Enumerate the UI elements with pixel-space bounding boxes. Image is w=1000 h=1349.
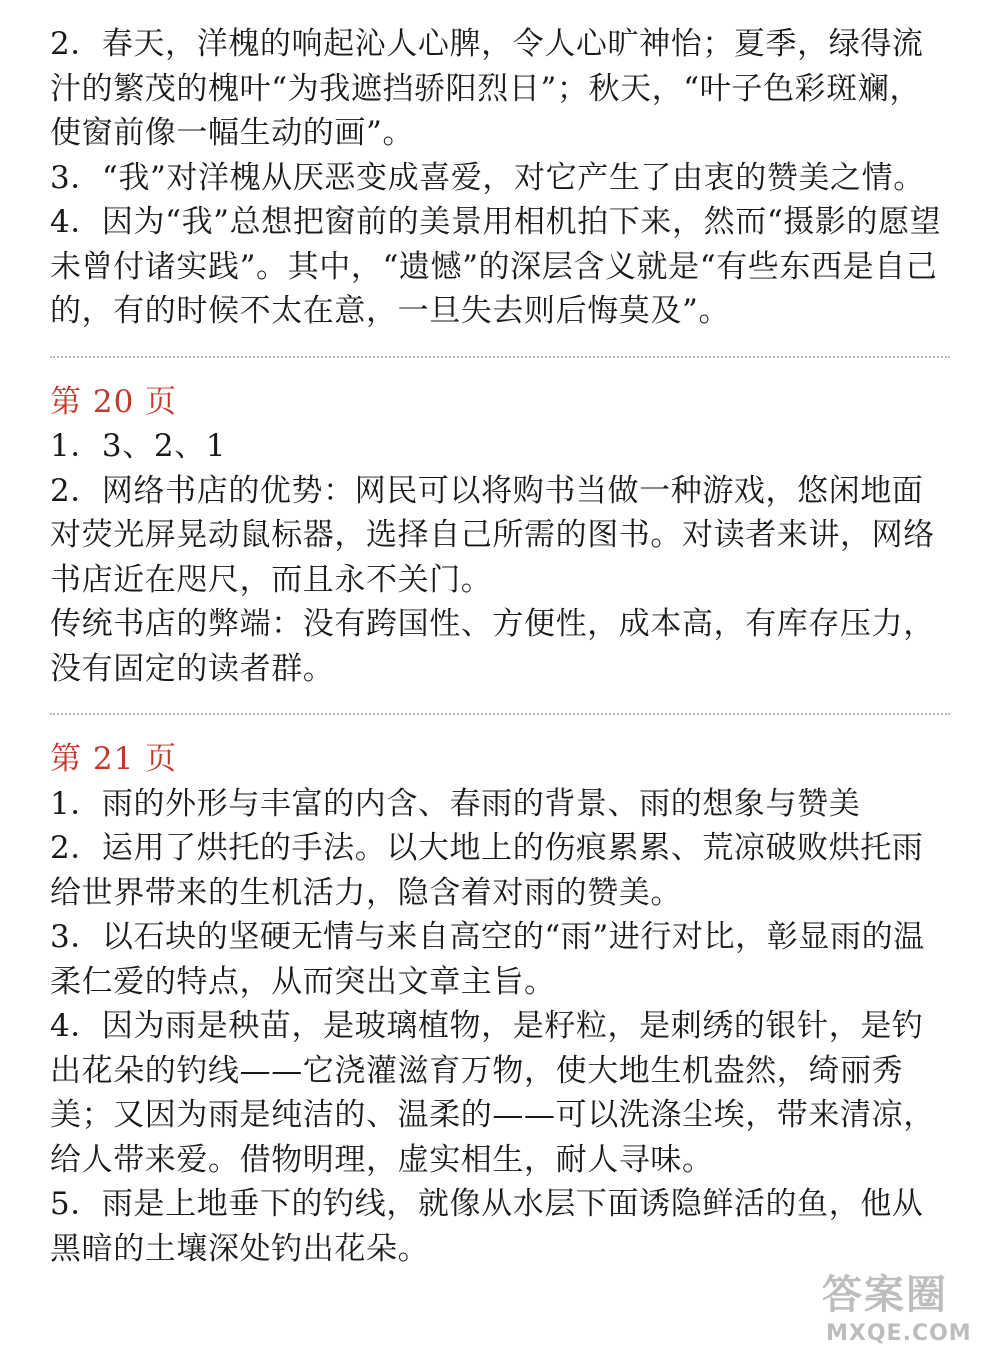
watermark-logo [822,1273,992,1347]
answer-paragraph: 2．春天，洋槐的响起沁人心脾，令人心旷神怡；夏季，绿得流汁的繁茂的槐叶“为我遮挡骄阳烈日”；秋天，“叶子色彩斑斓，使窗前像一幅生动的画”。 [50,26,924,151]
answer-paragraph: 1．雨的外形与丰富的内含、春雨的背景、雨的想象与赞美 [50,785,861,822]
answer-paragraph: 5．雨是上地垂下的钓线，就像从水层下面诱隐鲜活的鱼，他从黑暗的土壤深处钓出花朵。 [50,1186,924,1267]
answer-paragraph: 3．“我”对洋槐从厌恶变成喜爱，对它产生了由衷的赞美之情。 [50,159,925,196]
watermark-url: MXQE.COM [826,1321,972,1346]
answer-paragraph: 2．运用了烘托的手法。以大地上的伤痕累累、荒凉破败烘托雨给世界带来的生机活力，隐含着对雨的赞美。 [50,830,924,911]
section-heading: 第 20 页 [50,383,178,420]
section-page-20 [50,380,950,692]
document-page [50,22,950,1271]
section-top [50,22,950,334]
answer-paragraph: 传统书店的弊端：没有跨国性、方便性，成本高，有库存压力，没有固定的读者群。 [50,606,935,687]
answer-paragraph: 3．以石块的坚硬无情与来自高空的“雨”进行对比，彰显雨的温柔仁爱的特点，从而突出文章主旨。 [50,919,925,1000]
section-heading: 第 21 页 [50,741,178,777]
section-divider [50,713,950,715]
answer-paragraph: 4．因为雨是秧苗，是玻璃植物，是籽粒，是刺绣的银针，是钓出花朵的钓线——它浇灌滋育万物，使大地生机盎然，绮丽秀美；又因为雨是纯洁的、温柔的——可以洗涤尘埃，带来清凉，给人带来爱。借物明理，虚实相生，耐人寻味。 [50,1008,935,1178]
watermark-text: 答案圈 [822,1272,948,1318]
answer-paragraph: 4．因为“我”总想把窗前的美景用相机拍下来，然而“摄影的愿望未曾付诸实践”。其中，“遗憾”的深层含义就是“有些东西是自己的，有的时候不太在意，一旦失去则后悔莫及”。 [50,204,942,329]
answer-paragraph: 2．网络书店的优势：网民可以将购书当做一种游戏，悠闲地面对荧光屏晃动鼠标器，选择自己所需的图书。对读者来讲，网络书店近在咫尺，而且永不关门。 [50,472,935,598]
answer-paragraph: 1．3、2、1 [50,428,227,464]
section-page-21 [50,737,950,1271]
section-divider [50,356,950,358]
